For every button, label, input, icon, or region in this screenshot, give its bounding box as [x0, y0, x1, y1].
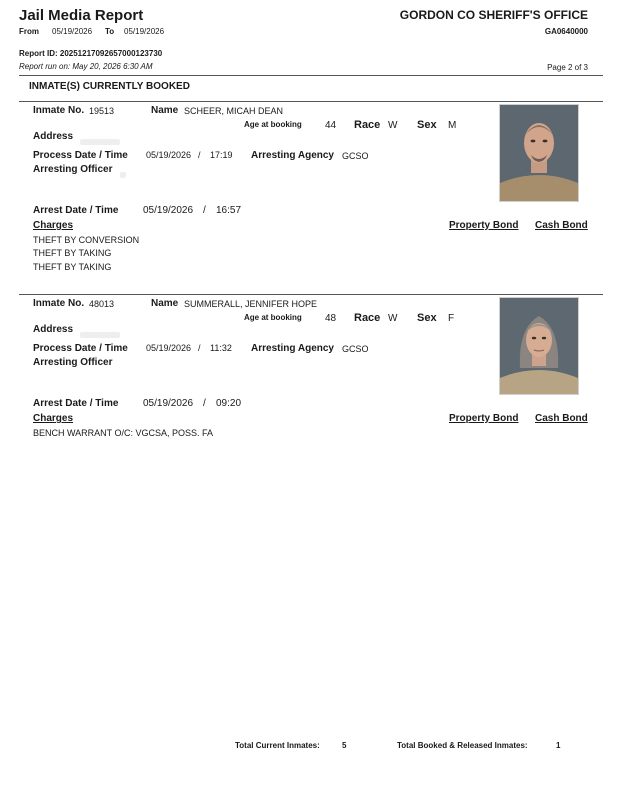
section-divider	[19, 101, 603, 102]
address-label: Address	[33, 324, 74, 335]
inmate-no-label: Inmate No.	[33, 105, 85, 116]
cash-bond-label: Cash Bond	[535, 220, 588, 231]
charge-item: BENCH WARRANT O/C: VGCSA, POSS. FA	[33, 428, 214, 438]
total-current-value: 5	[342, 741, 347, 750]
arrest-label: Arrest Date / Time	[33, 398, 119, 409]
section-title: INMATE(S) CURRENTLY BOOKED	[29, 81, 190, 92]
from-date: 05/19/2026	[52, 27, 93, 36]
from-label: From	[19, 27, 39, 36]
report-id: Report ID: 20251217092657000123730	[19, 49, 163, 58]
process-label: Process Date / Time	[33, 150, 128, 161]
process-time: 17:19	[210, 150, 233, 160]
report-title: Jail Media Report	[19, 7, 144, 24]
arrest-label: Arrest Date / Time	[33, 205, 119, 216]
header-divider	[19, 75, 603, 76]
charge-item: THEFT BY TAKING	[33, 248, 112, 258]
process-time: 11:32	[210, 343, 232, 353]
slash: /	[198, 150, 201, 160]
office-name: GORDON CO SHERIFF'S OFFICE	[399, 8, 588, 22]
property-bond-label: Property Bond	[449, 220, 519, 231]
charges-label: Charges	[33, 413, 74, 424]
slash: /	[203, 205, 206, 216]
process-label: Process Date / Time	[33, 343, 128, 354]
age-label: Age at booking	[244, 120, 302, 129]
cash-bond-label: Cash Bond	[535, 413, 588, 424]
arrest-time: 16:57	[216, 205, 242, 216]
arrest-date: 05/19/2026	[143, 205, 194, 216]
total-booked-value: 1	[556, 741, 561, 750]
process-date: 05/19/2026	[146, 150, 192, 160]
sex-label: Sex	[417, 119, 437, 131]
sex-value: M	[448, 120, 457, 131]
agency-label: Arresting Agency	[251, 343, 334, 354]
total-current-label: Total Current Inmates:	[235, 741, 320, 750]
race-value: W	[388, 120, 398, 131]
age-value: 44	[325, 120, 337, 131]
total-booked-label: Total Booked & Released Inmates:	[397, 741, 528, 750]
charge-item: THEFT BY TAKING	[33, 262, 112, 272]
agency-value: GCSO	[342, 344, 369, 354]
inmate-no-value: 48013	[89, 299, 115, 309]
to-date: 05/19/2026	[124, 27, 165, 36]
process-date: 05/19/2026	[146, 343, 192, 353]
arrest-date: 05/19/2026	[143, 398, 194, 409]
inmate-photo	[499, 104, 579, 202]
race-value: W	[388, 313, 398, 324]
officer-label: Arresting Officer	[33, 357, 113, 368]
page-number: Page 2 of 3	[547, 63, 588, 72]
officer-label: Arresting Officer	[33, 164, 113, 175]
name-label: Name	[151, 105, 179, 116]
race-label: Race	[354, 312, 381, 324]
age-label: Age at booking	[244, 313, 302, 322]
inmate-photo	[499, 297, 579, 395]
age-value: 48	[325, 313, 337, 324]
to-label: To	[105, 27, 115, 36]
property-bond-label: Property Bond	[449, 413, 519, 424]
address-label: Address	[33, 131, 74, 142]
name-value: SUMMERALL, JENNIFER HOPE	[184, 299, 318, 309]
officer-redacted	[120, 166, 126, 184]
address-redacted	[80, 326, 120, 344]
report-run-on: Report run on: May 20, 2026 6:30 AM	[19, 62, 153, 71]
name-label: Name	[151, 298, 179, 309]
arrest-time: 09:20	[216, 398, 242, 409]
sex-label: Sex	[417, 312, 437, 324]
record-divider	[19, 294, 603, 295]
agency-value: GCSO	[342, 151, 369, 161]
race-label: Race	[354, 119, 381, 131]
charges-label: Charges	[33, 220, 74, 231]
slash: /	[203, 398, 206, 409]
slash: /	[198, 343, 201, 353]
inmate-no-value: 19513	[89, 106, 115, 116]
inmate-no-label: Inmate No.	[33, 298, 85, 309]
agency-label: Arresting Agency	[251, 150, 334, 161]
address-redacted	[80, 133, 120, 151]
name-value: SCHEER, MICAH DEAN	[184, 106, 284, 116]
office-code: GA0640000	[544, 27, 588, 36]
sex-value: F	[448, 313, 455, 324]
charge-item: THEFT BY CONVERSION	[33, 235, 140, 245]
